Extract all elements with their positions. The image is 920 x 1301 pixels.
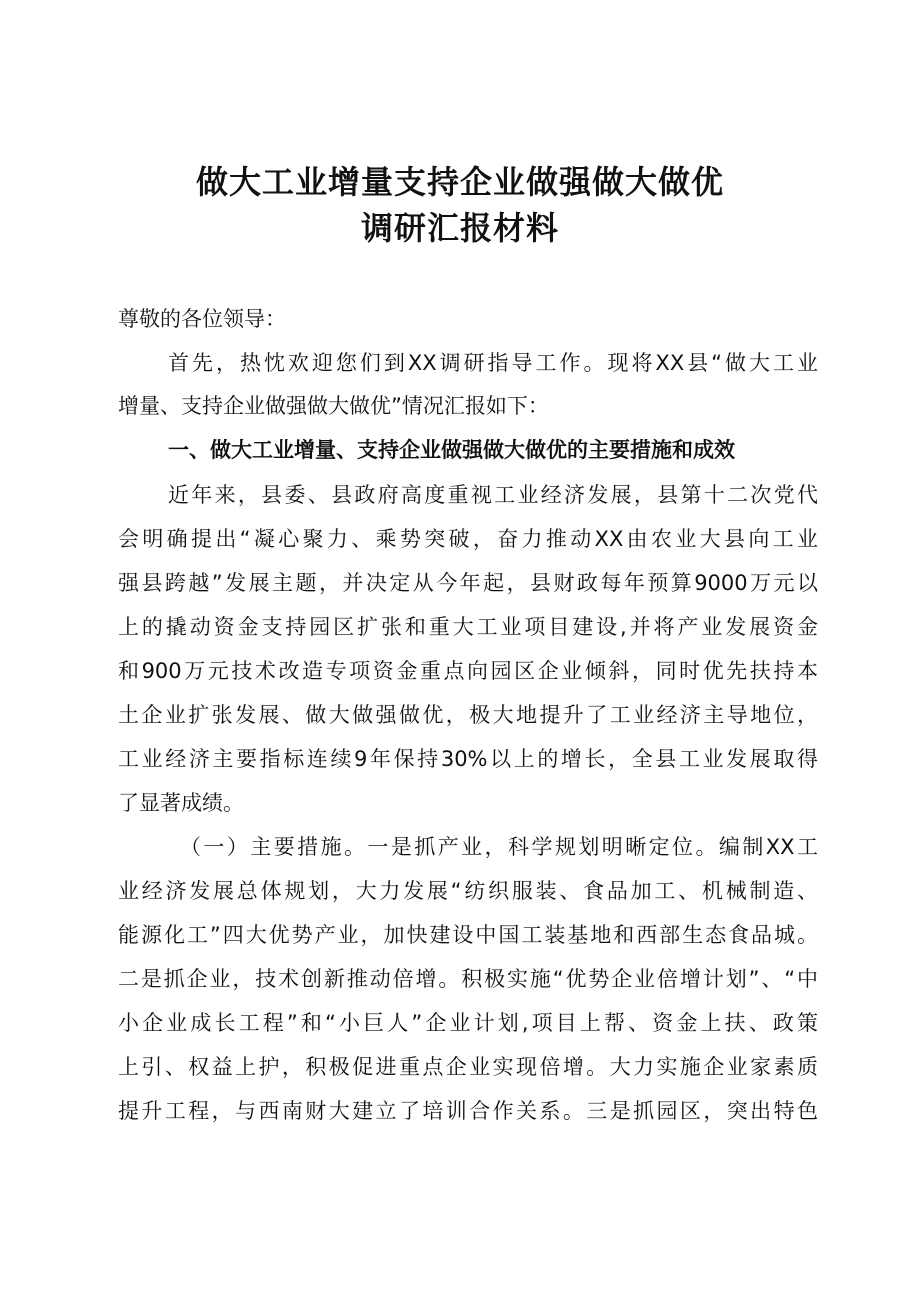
body-line: 强县跨越”发展主题，并决定从今年起，县财政每年预算9000万元以 <box>118 571 818 595</box>
body-line: 业经济发展总体规划，大力发展“纺织服装、食品加工、机械制造、 <box>118 879 818 903</box>
body-line: 会明确提出“凝心聚力、乘势突破，奋力推动XX由农业大县向工业 <box>118 527 818 551</box>
intro-line: 首先，热忱欢迎您们到XX调研指导工作。现将XX县“做大工业 <box>168 351 818 375</box>
salutation: 尊敬的各位领导： <box>118 307 286 331</box>
body-line: 了显著成绩。 <box>118 791 244 815</box>
body-line: 提升工程，与西南财大建立了培训合作关系。三是抓园区，突出特色 <box>118 1099 818 1123</box>
body-line: 小企业成长工程”和“小巨人”企业计划,项目上帮、资金上扶、政策 <box>118 1011 818 1035</box>
body-line: 和900万元技术改造专项资金重点向园区企业倾斜，同时优先扶持本 <box>118 659 818 683</box>
body-line: 近年来，县委、县政府高度重视工业经济发展，县第十二次党代 <box>168 483 818 507</box>
intro-line: 增量、支持企业做强做大做优”情况汇报如下： <box>118 394 549 418</box>
body-line: 能源化工”四大优势产业，加快建设中国工装基地和西部生态食品城。 <box>118 923 818 947</box>
document-title-line-1: 做大工业增量支持企业做强做大做优 <box>195 163 724 201</box>
body-line: （一）主要措施。一是抓产业，科学规划明晰定位。编制XX工 <box>180 835 818 859</box>
section-heading: 一、做大工业增量、支持企业做强做大做优的主要措施和成效 <box>168 438 735 462</box>
body-line: 上引、权益上护，积极促进重点企业实现倍增。大力实施企业家素质 <box>118 1055 818 1079</box>
body-line: 上的撬动资金支持园区扩张和重大工业项目建设,并将产业发展资金 <box>118 615 818 639</box>
body-line: 土企业扩张发展、做大做强做优，极大地提升了工业经济主导地位， <box>118 703 818 727</box>
document-title-line-2: 调研汇报材料 <box>360 209 559 247</box>
body-line: 工业经济主要指标连续9年保持30%以上的增长，全县工业发展取得 <box>118 747 818 771</box>
body-line: 二是抓企业，技术创新推动倍增。积极实施“优势企业倍增计划”、“中 <box>118 967 818 991</box>
